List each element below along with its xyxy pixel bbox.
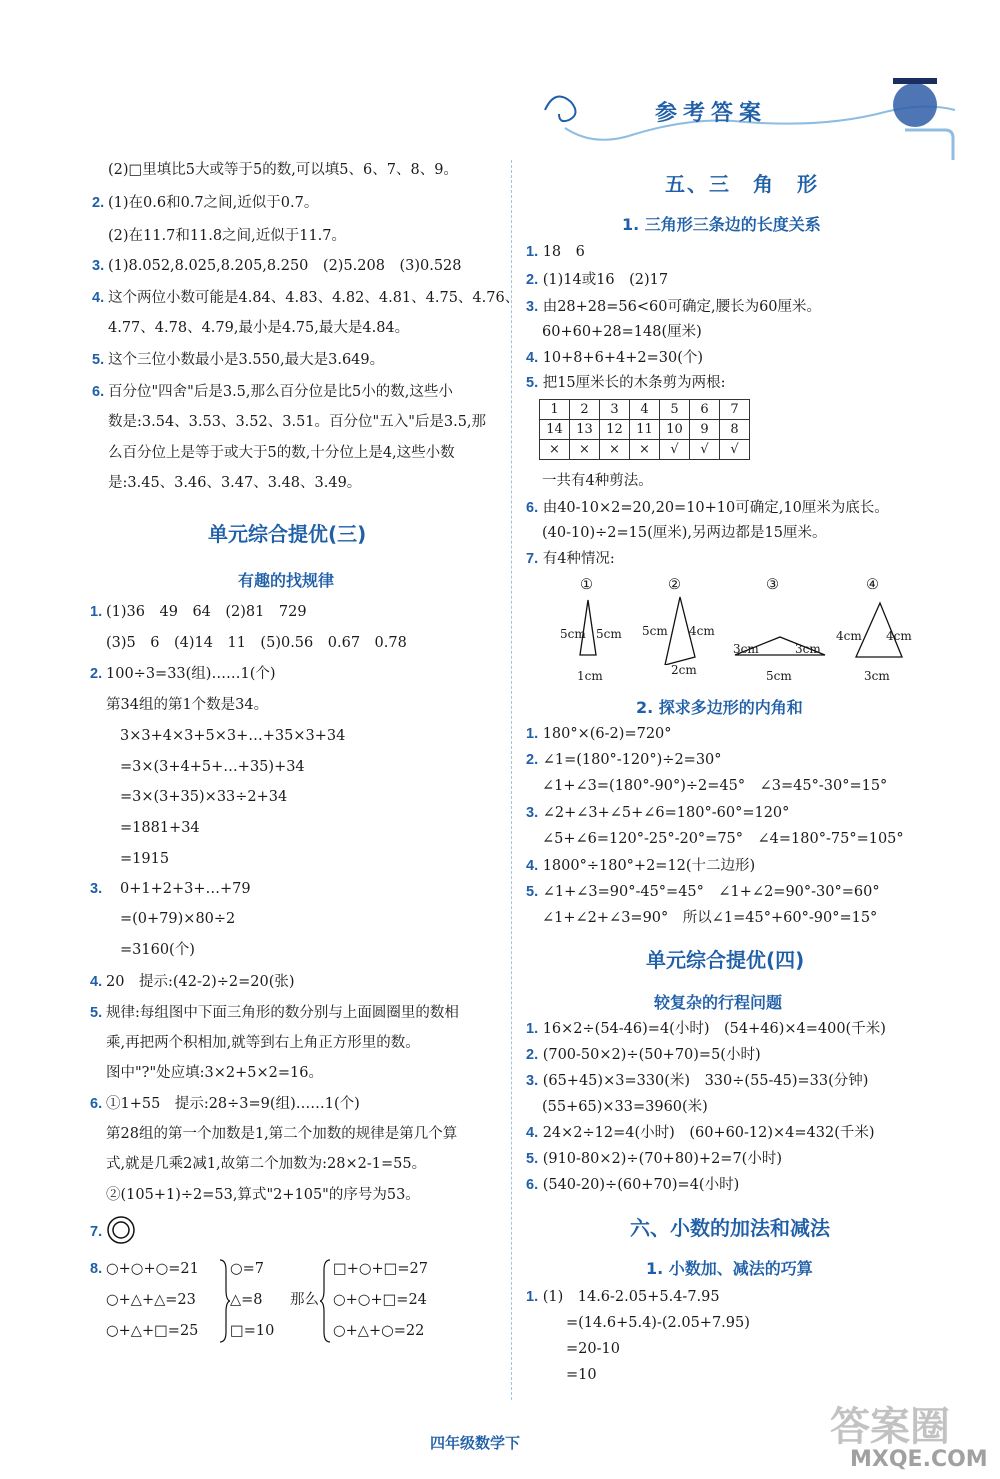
right-l1-5: 5. 把15厘米长的木条剪为两根: xyxy=(526,375,726,391)
right-l5-0: 1. (1) 14.6-2.05+5.4-7.95 xyxy=(526,1289,720,1305)
tri-num-4: ④ xyxy=(866,577,879,593)
section-title: 1. 三角形三条边的长度关系 xyxy=(622,215,821,234)
left-b2-5: =3×(3+4+5+…+35)+34 xyxy=(120,759,305,775)
q8-so: 那么 xyxy=(290,1292,319,1308)
left-b2-8: =1915 xyxy=(120,851,170,867)
right-l4-1: 2. (700-50×2)÷(50+70)=5(小时) xyxy=(526,1047,761,1063)
right-l4-5: 5. (910-80×2)÷(70+80)+2=7(小时) xyxy=(526,1151,782,1167)
right-l1-3: 60+60+28=148(厘米) xyxy=(542,324,702,340)
left-b2-13: 规律:每组图中下面三角形的数分别与上面圆圈里的数相 xyxy=(106,1005,459,1021)
tri3-side-c: 5cm xyxy=(766,669,792,683)
right-l1-4: 4. 10+8+6+4+2=30(个) xyxy=(526,350,704,366)
right-l3-3: 3. ∠2+∠3+∠5+∠6=180°-60°=120° xyxy=(526,805,790,821)
tri4-side-a: 4cm xyxy=(836,629,862,643)
left-b2-7: =1881+34 xyxy=(120,820,200,836)
unit3-title: 单元综合提优(三) xyxy=(208,522,367,546)
answer-title: 参考答案 xyxy=(655,101,768,126)
cut-table: 1 2 3 4 5 6 7 14 13 12 11 10 9 8 × × × × √ √ √ xyxy=(539,399,750,460)
unit3-subtitle: 有趣的找规律 xyxy=(238,571,335,590)
tri-num-2: ② xyxy=(668,577,681,593)
tri1-side-a: 5cm xyxy=(560,627,586,641)
right-l3-0: 1. 180°×(6-2)=720° xyxy=(526,726,672,742)
right-l5-1: =(14.6+5.4)-(2.05+7.95) xyxy=(566,1315,750,1331)
q8-s3: ○+△+○=22 xyxy=(333,1323,425,1339)
right-l3-5: 4. 1800°÷180°+2=12(十二边形) xyxy=(526,858,756,874)
right-l3-6: 5. ∠1+∠3=90°-45°=45° ∠1+∠2=90°-30°=60° xyxy=(526,884,880,900)
left-b2-15: 图中"?"处应填:3×2+5×2=16。 xyxy=(106,1065,323,1081)
right-l2-1: 6. 由40-10×2=20,20=10+10可确定,10厘米为底长。 xyxy=(526,500,889,516)
tri2-side-a: 5cm xyxy=(642,624,668,638)
q-num: 4. xyxy=(90,974,103,990)
tri2-side-c: 2cm xyxy=(671,663,697,677)
left-line-6: 这个三位小数最小是3.550,最大是3.649。 xyxy=(108,352,385,368)
left-b2-12: 20 提示:(42-2)÷2=20(张) xyxy=(106,974,295,990)
chapter6-title: 六、小数的加法和减法 xyxy=(630,1216,830,1240)
left-b2-11: =3160(个) xyxy=(120,942,195,958)
left-b2-0: (1)36 49 64 (2)81 729 xyxy=(106,604,307,620)
right-l4-3: (55+65)×33=3960(米) xyxy=(542,1099,708,1115)
section-title: 1. 小数加、减法的巧算 xyxy=(646,1259,813,1278)
left-line-0: (2)□里填比5大或等于5的数,可以填5、6、7、8、9。 xyxy=(108,162,458,178)
left-b2-10: =(0+79)×80÷2 xyxy=(120,911,236,927)
left-b2-6: =3×(3+35)×33÷2+34 xyxy=(120,789,288,805)
q-num: 3. xyxy=(90,881,103,897)
q8-r1: ○=7 xyxy=(230,1261,265,1277)
q-num: 5. xyxy=(92,352,105,368)
left-line-3: (1)8.052,8.025,8.205,8.250 (2)5.208 (3)0.528 xyxy=(108,258,462,274)
tri4-side-c: 3cm xyxy=(864,669,890,683)
left-b2-2: 100÷3=33(组)……1(个) xyxy=(106,666,276,682)
left-b2-16: ①1+55 提示:28÷3=9(组)……1(个) xyxy=(106,1096,360,1112)
brace-icon xyxy=(218,1258,230,1344)
tri1-side-b: 5cm xyxy=(596,627,622,641)
left-b2-3: 第34组的第1个数是34。 xyxy=(106,697,269,713)
right-l1-1: 2. (1)14或16 (2)17 xyxy=(526,272,669,288)
left-line-4: 这个两位小数可能是4.84、4.83、4.82、4.81、4.75、4.76、 xyxy=(108,290,520,306)
q-num: 5. xyxy=(90,1005,103,1021)
right-l4-0: 1. 16×2÷(54-46)=4(小时) (54+46)×4=400(千米) xyxy=(526,1021,886,1037)
left-line-7: 百分位"四舍"后是3.5,那么百分位是比5小的数,这些小 xyxy=(108,384,453,400)
q-num: 3. xyxy=(92,258,105,274)
right-l4-2: 3. (65+45)×3=330(米) 330÷(55-45)=33(分钟) xyxy=(526,1073,869,1089)
left-line-2: (2)在11.7和11.8之间,近似于11.7。 xyxy=(108,228,347,244)
chapter5-title: 五、三 角 形 xyxy=(665,172,819,196)
q8-l1: ○+○+○=21 xyxy=(106,1261,199,1277)
q8-l2: ○+△+△=23 xyxy=(106,1292,196,1308)
left-line-5: 4.77、4.78、4.79,最小是4.75,最大是4.84。 xyxy=(108,320,410,336)
q8-r3: □=10 xyxy=(230,1323,275,1339)
left-b2-9: 0+1+2+3+…+79 xyxy=(120,881,251,897)
q-num: 2. xyxy=(90,666,103,682)
q-num: 1. xyxy=(90,604,103,620)
left-line-10: 是:3.45、3.46、3.47、3.48、3.49。 xyxy=(108,475,362,491)
right-l4-6: 6. (540-20)÷(60+70)=4(小时) xyxy=(526,1177,740,1193)
q8-r2: △=8 xyxy=(230,1292,263,1308)
right-l2-3: 7. 有4种情况: xyxy=(526,551,615,567)
tri2-side-b: 4cm xyxy=(689,624,715,638)
right-l3-1: 2. ∠1=(180°-120°)÷2=30° xyxy=(526,752,722,768)
unit4-title: 单元综合提优(四) xyxy=(646,948,805,972)
watermark-logo: 答案圈 xyxy=(830,1404,950,1450)
left-b2-14: 乘,再把两个积相加,就等到右上角正方形里的数。 xyxy=(106,1035,420,1051)
q-num: 6. xyxy=(92,384,105,400)
left-b2-19: ②(105+1)÷2=53,算式"2+105"的序号为53。 xyxy=(106,1187,420,1203)
q8-s2: ○+○+□=24 xyxy=(333,1292,427,1308)
footer-label: 四年级数学下 xyxy=(430,1434,521,1452)
right-l1-2: 3. 由28+28=56<60可确定,腰长为60厘米。 xyxy=(526,299,822,315)
column-divider xyxy=(511,160,512,1400)
right-l4-4: 4. 24×2÷12=4(小时) (60+60-12)×4=432(千米) xyxy=(526,1125,875,1141)
tri3-side-a: 3cm xyxy=(733,642,759,656)
left-line-1: (1)在0.6和0.7之间,近似于0.7。 xyxy=(108,195,319,211)
right-l2-0: 一共有4种剪法。 xyxy=(542,473,653,489)
left-line-8: 数是:3.54、3.53、3.52、3.51。百分位"五入"后是3.5,那 xyxy=(108,414,487,430)
q8-l3: ○+△+□=25 xyxy=(106,1323,199,1339)
q-num: 7. xyxy=(90,1224,103,1240)
q-num: 6. xyxy=(90,1096,103,1112)
tri1-side-c: 1cm xyxy=(577,669,603,683)
q-num: 8. xyxy=(90,1261,103,1277)
tri3-side-b: 3cm xyxy=(795,642,821,656)
right-l2-2: (40-10)÷2=15(厘米),另两边都是15厘米。 xyxy=(542,525,827,541)
left-line-9: 么百分位上是等于或大于5的数,十分位上是4,这些小数 xyxy=(108,445,455,461)
section-title: 2. 探求多边形的内角和 xyxy=(636,698,803,717)
watermark-url: MXQE.COM xyxy=(850,1447,988,1472)
left-b2-1: (3)5 6 (4)14 11 (5)0.56 0.67 0.78 xyxy=(106,635,407,651)
q-num: 4. xyxy=(92,290,105,306)
right-l5-2: =20-10 xyxy=(566,1341,620,1357)
right-l3-4: ∠5+∠6=120°-25°-20°=75° ∠4=180°-75°=105° xyxy=(542,831,904,847)
unit4-subtitle: 较复杂的行程问题 xyxy=(654,993,783,1012)
concentric-circles-icon xyxy=(106,1215,136,1245)
right-l3-7: ∠1+∠2+∠3=90° 所以∠1=45°+60°-90°=15° xyxy=(542,910,878,926)
tri-num-1: ① xyxy=(580,577,593,593)
right-l5-3: =10 xyxy=(566,1367,597,1383)
tri4-side-b: 4cm xyxy=(886,629,912,643)
q-num: 2. xyxy=(92,195,105,211)
left-b2-4: 3×3+4×3+5×3+…+35×3+34 xyxy=(120,728,346,744)
right-l3-2: ∠1+∠3=(180°-90°)÷2=45° ∠3=45°-30°=15° xyxy=(542,778,888,794)
tri-num-3: ③ xyxy=(766,577,779,593)
left-b2-18: 式,就是几乘2减1,故第二个加数为:28×2-1=55。 xyxy=(106,1156,427,1172)
brace-icon xyxy=(320,1258,332,1344)
q8-s1: □+○+□=27 xyxy=(333,1261,428,1277)
right-l1-0: 1. 18 6 xyxy=(526,244,585,260)
left-b2-17: 第28组的第一个加数是1,第二个加数的规律是第几个算 xyxy=(106,1126,458,1142)
